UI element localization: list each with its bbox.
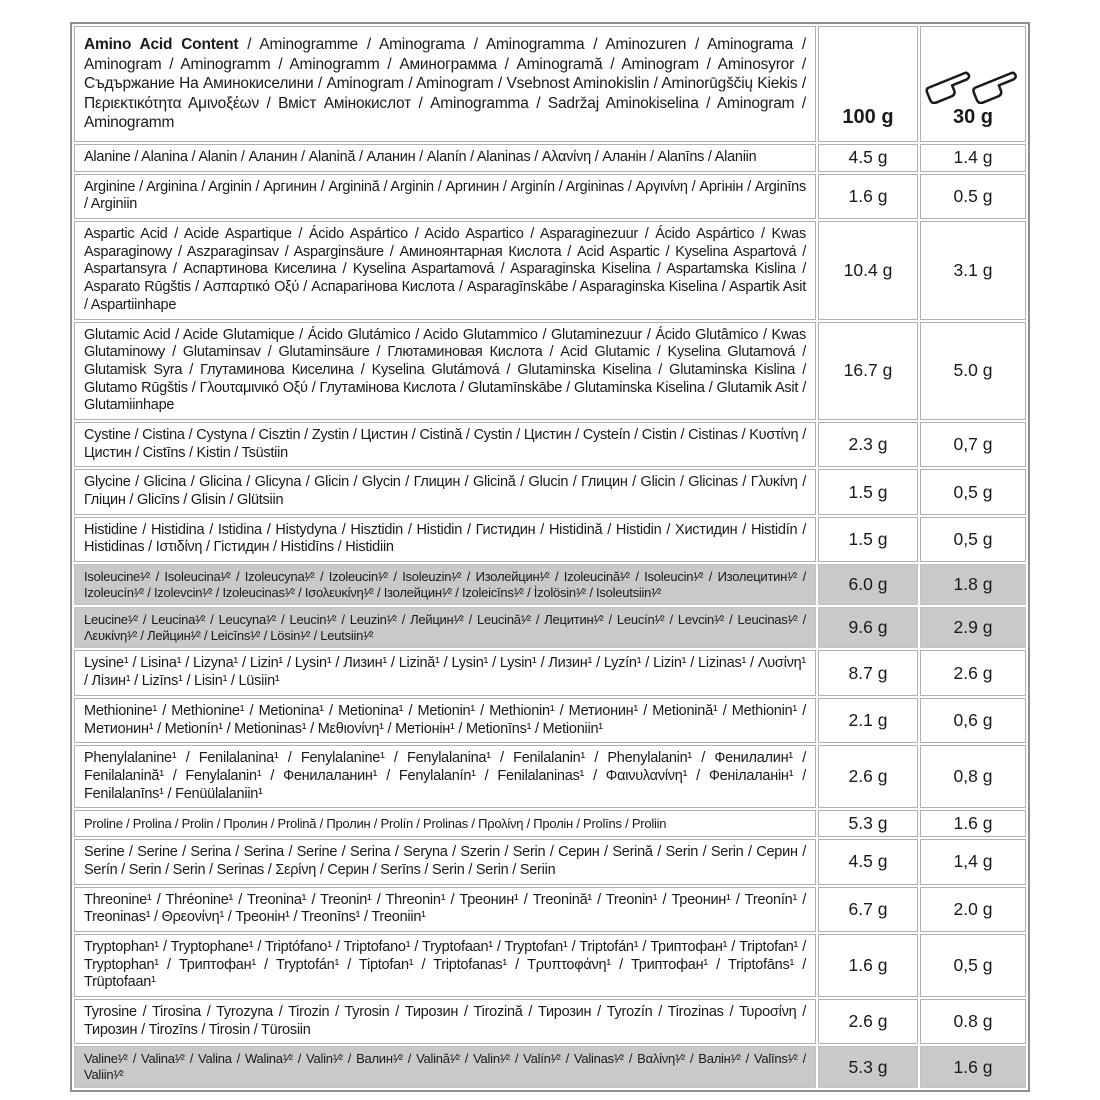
table-row xyxy=(74,564,1026,605)
value-per-100g-cell: 2.3 g xyxy=(818,422,918,467)
value-per-100g-cell: 4.5 g xyxy=(818,839,918,884)
value-per-100g-cell: 9.6 g xyxy=(818,607,918,648)
value-per-100g-cell: 1.6 g xyxy=(818,174,918,219)
value-per-30g-cell: 0,5 g xyxy=(920,517,1026,562)
table-row xyxy=(74,839,1026,884)
value-per-100g-cell: 10.4 g xyxy=(818,221,918,319)
table-row xyxy=(74,221,1026,319)
value-per-100g-cell: 5.3 g xyxy=(818,1046,918,1087)
measuring-scoop-icon xyxy=(923,54,1023,104)
table-row xyxy=(74,934,1026,997)
amino-acid-names-cell: Valine¹⁄² / Valina¹⁄² / Valina / Walina¹⁄² / Valin¹⁄² / Валин¹⁄² / Valină¹⁄² / Valin¹⁄² / Valín¹⁄² / Valinas¹⁄² / Βαλίνη¹⁄² / Валін¹⁄² / Valīns¹⁄² / Valiin¹⁄² xyxy=(74,1046,816,1087)
amino-acid-names-cell: Threonine¹ / Thréonine¹ / Treonina¹ / Treonin¹ / Threonin¹ / Треонин¹ / Treonină¹ / Treonin¹ / Треонин¹ / Treonín¹ / Treoninas¹ / Θρεονίνη¹ / Треонін¹ / Treonīns¹ / Treoniin¹ xyxy=(74,887,816,932)
amino-acid-names-cell: Proline / Prolina / Prolin / Пролин / Prolină / Пролин / Prolín / Prolinas / Προλίνη / Пролін / Prolīns / Proliin xyxy=(74,810,816,837)
column-header-30g xyxy=(920,26,1026,142)
amino-acid-label xyxy=(70,22,1030,1092)
value-per-100g-cell: 1.6 g xyxy=(818,934,918,997)
value-per-100g-cell: 2.6 g xyxy=(818,745,918,808)
value-per-30g-cell: 0,6 g xyxy=(920,698,1026,743)
value-per-30g-cell: 1.4 g xyxy=(920,144,1026,172)
value-per-30g-cell: 3.1 g xyxy=(920,221,1026,319)
column-header-100g xyxy=(818,26,918,142)
value-per-30g-cell: 2.0 g xyxy=(920,887,1026,932)
amino-acid-names-cell: Phenylalanine¹ / Fenilalanina¹ / Fenylalanine¹ / Fenylalanina¹ / Fenilalanin¹ / Phenylalanin¹ / Фенилалин¹ / Fenilalanină¹ / Fenylalanin¹ / Фенилаланин¹ / Fenylalanín¹ / Fenilalaninas¹ / Φαινυλανίνη¹ / Фенілаланін¹ / Fenilalanīns¹ / Fenüülalaniin¹ xyxy=(74,745,816,808)
amino-acid-names-cell: Lysine¹ / Lisina¹ / Lizyna¹ / Lizin¹ / Lysin¹ / Лизин¹ / Lizină¹ / Lysin¹ / Lysin¹ / Лизин¹ / Lyzín¹ / Lizin¹ / Lizinas¹ / Λυσίνη¹ / Лізин¹ / Lizīns¹ / Lisin¹ / Lüsiin¹ xyxy=(74,650,816,695)
table-row xyxy=(74,144,1026,172)
value-per-30g-cell: 0.5 g xyxy=(920,174,1026,219)
table-row xyxy=(74,322,1026,420)
amino-acid-names-cell: Arginine / Arginina / Arginin / Аргинин / Arginină / Arginin / Аргинин / Arginín / Argininas / Αργινίνη / Аргінін / Arginīns / Arginiin xyxy=(74,174,816,219)
amino-acid-names-cell: Aspartic Acid / Acide Aspartique / Ácido Aspártico / Acido Aspartico / Asparaginezuur / Ácido Aspártico / Kwas Asparaginowy / Aszparaginsav / Asparginsäure / Аминоянтарная Кислота / Acid Aspartic / Kyselina Aspartová / Aspartansyra / Аспартинова Киселина / Kyselina Aspartamová / Asparaginska Kiselina / Aspartamska Kislina / Asparato Rūgštis / Ασπαρτικό Οξύ / Аспарагінова Кислота / Asparagīnskābe / Asparaginska Kiselina / Aspartik Asit / Aspartiinhape xyxy=(74,221,816,319)
value-per-100g-cell: 6.0 g xyxy=(818,564,918,605)
table-row xyxy=(74,999,1026,1044)
value-per-30g-cell: 0,8 g xyxy=(920,745,1026,808)
table-row xyxy=(74,607,1026,648)
table-row xyxy=(74,698,1026,743)
amino-acid-names-cell: Leucine¹⁄² / Leucina¹⁄² / Leucyna¹⁄² / Leucin¹⁄² / Leuzin¹⁄² / Лейцин¹⁄² / Leucină¹⁄² / Лецитин¹⁄² / Leucín¹⁄² / Levcin¹⁄² / Leucinas¹⁄² / Λευκίνη¹⁄² / Лейцин¹⁄² / Leicīns¹⁄² / Lösin¹⁄² / Leutsiin¹⁄² xyxy=(74,607,816,648)
value-per-100g-cell: 1.5 g xyxy=(818,469,918,514)
header-row xyxy=(74,26,1026,142)
value-per-30g-cell: 1.6 g xyxy=(920,810,1026,837)
amino-acid-table xyxy=(70,22,1030,1092)
table-row xyxy=(74,650,1026,695)
value-per-30g-cell: 5.0 g xyxy=(920,322,1026,420)
value-per-30g-cell: 0,5 g xyxy=(920,934,1026,997)
amino-acid-names-cell: Methionine¹ / Methionine¹ / Metionina¹ / Metionina¹ / Metionin¹ / Methionin¹ / Метионин¹ / Metionină¹ / Methionin¹ / Метионин¹ / Metionín¹ / Metioninas¹ / Μεθιονίνη¹ / Метіонін¹ / Metionīns¹ / Metioniin¹ xyxy=(74,698,816,743)
value-per-100g-cell: 2.6 g xyxy=(818,999,918,1044)
amino-acid-names-cell: Glutamic Acid / Acide Glutamique / Ácido Glutámico / Acido Glutammico / Glutaminezuur / Ácido Glutâmico / Kwas Glutaminowy / Glutaminsav / Glutaminsäure / Глютаминовая Кислота / Acid Glutamic / Kyselina Glutamová / Glutamisk Syra / Глутаминова Киселина / Kyselina Glutámová / Glutaminska Kiselina / Glutaminska Kislina / Glutamo Rūgštis / Γλουταμινικό Οξύ / Глутамінова Кислота / Glutamīnskābe / Glutaminska Kiselina / Glutamik Asit / Glutamiinhape xyxy=(74,322,816,420)
amino-acid-names-cell: Cystine / Cistina / Cystyna / Cisztin / Zystin / Цистин / Cistină / Cystin / Цистин / Cysteín / Cistin / Cistinas / Κυστίνη / Цистин / Cistīns / Kistin / Tsüstiin xyxy=(74,422,816,467)
table-row xyxy=(74,422,1026,467)
table-title-translations: / Aminogramme / Aminograma / Aminogramma / Aminozuren / Aminograma / Aminogram / Aminogramm / Aminogramm / Аминограмма / Aminogramă / Aminogram / Aminosyror / Съдържание На Аминокиселини / Aminogram / Aminogram / Vsebnost Aminokislin / Aminorūgščių Kiekis / Περιεκτικότητα Αμινοξέων / Вміст Амінокислот / Aminogramma / Sadržaj Aminokiselina / Aminogram / Aminogramm xyxy=(84,36,806,132)
table-title xyxy=(74,26,816,142)
table-row xyxy=(74,745,1026,808)
value-per-30g-cell: 0,5 g xyxy=(920,469,1026,514)
value-per-100g-cell: 1.5 g xyxy=(818,517,918,562)
value-per-100g-cell: 2.1 g xyxy=(818,698,918,743)
table-row xyxy=(74,517,1026,562)
value-per-100g-cell: 6.7 g xyxy=(818,887,918,932)
amino-acid-names-cell: Alanine / Alanina / Alanin / Аланин / Alanină / Аланин / Alanín / Alaninas / Αλανίνη / Аланін / Alanīns / Alaniin xyxy=(74,144,816,172)
value-per-100g-cell: 16.7 g xyxy=(818,322,918,420)
value-per-30g-cell: 1.6 g xyxy=(920,1046,1026,1087)
value-per-30g-cell: 2.9 g xyxy=(920,607,1026,648)
table-row xyxy=(74,810,1026,837)
amino-acid-names-cell: Tyrosine / Tirosina / Tyrozyna / Tirozin / Tyrosin / Тирозин / Tirozină / Тирозин / Tyrozín / Tirozinas / Τυροσίνη / Тирозин / Tirozīns / Tirosin / Türosiin xyxy=(74,999,816,1044)
table-row xyxy=(74,887,1026,932)
amino-acid-names-cell: Isoleucine¹⁄² / Isoleucina¹⁄² / Izoleucyna¹⁄² / Izoleucin¹⁄² / Isoleuzin¹⁄² / Изолейцин¹⁄² / Izoleucină¹⁄² / Isoleucin¹⁄² / Изолецитин¹⁄² / Izoleucín¹⁄² / Izolevcin¹⁄² / Izoleucinas¹⁄² / Ισολευκίνη¹⁄² / Ізолейцин¹⁄² / Izoleicīns¹⁄² / İzolösin¹⁄² / Isoleutsiin¹⁄² xyxy=(74,564,816,605)
value-per-30g-cell: 1,4 g xyxy=(920,839,1026,884)
amino-acid-names-cell: Tryptophan¹ / Tryptophane¹ / Triptófano¹ / Triptofano¹ / Tryptofaan¹ / Tryptofan¹ / Triptofán¹ / Триптофан¹ / Triptofan¹ / Tryptophan¹ / Триптофан¹ / Tryptofán¹ / Tiptofan¹ / Triptofanas¹ / Τρυπτοφάνη¹ / Триптофан¹ / Triptofāns¹ / Trüptofaan¹ xyxy=(74,934,816,997)
value-per-100g-cell: 5.3 g xyxy=(818,810,918,837)
table-title-bold: Amino Acid Content xyxy=(84,36,239,54)
value-per-30g-cell: 2.6 g xyxy=(920,650,1026,695)
rows-container xyxy=(74,144,1026,1088)
amino-acid-names-cell: Serine / Serine / Serina / Serina / Serine / Serina / Seryna / Szerin / Serin / Серин / Serină / Serin / Serin / Серин / Serín / Serin / Serin / Serinas / Σερίνη / Серин / Serīns / Serin / Serin / Seriin xyxy=(74,839,816,884)
value-per-100g-cell: 4.5 g xyxy=(818,144,918,172)
value-per-30g-cell: 0,7 g xyxy=(920,422,1026,467)
value-per-30g-cell: 1.8 g xyxy=(920,564,1026,605)
table-row xyxy=(74,174,1026,219)
table-row xyxy=(74,469,1026,514)
column-header-100g-label: 100 g xyxy=(842,106,894,128)
amino-acid-names-cell: Glycine / Glicina / Glicina / Glicyna / Glicin / Glycin / Глицин / Glicină / Glucin / Глицин / Glicin / Glicinas / Γλυκίνη / Гліцин / Glicīns / Glisin / Glütsiin xyxy=(74,469,816,514)
amino-acid-names-cell: Histidine / Histidina / Istidina / Histydyna / Hisztidin / Histidin / Гистидин / Histidină / Histidin / Хистидин / Histidín / Histidinas / Ιστιδίνη / Гістидин / Histidīns / Histidiin xyxy=(74,517,816,562)
table-row xyxy=(74,1046,1026,1087)
value-per-100g-cell: 8.7 g xyxy=(818,650,918,695)
value-per-30g-cell: 0.8 g xyxy=(920,999,1026,1044)
column-header-30g-label: 30 g xyxy=(952,106,994,128)
